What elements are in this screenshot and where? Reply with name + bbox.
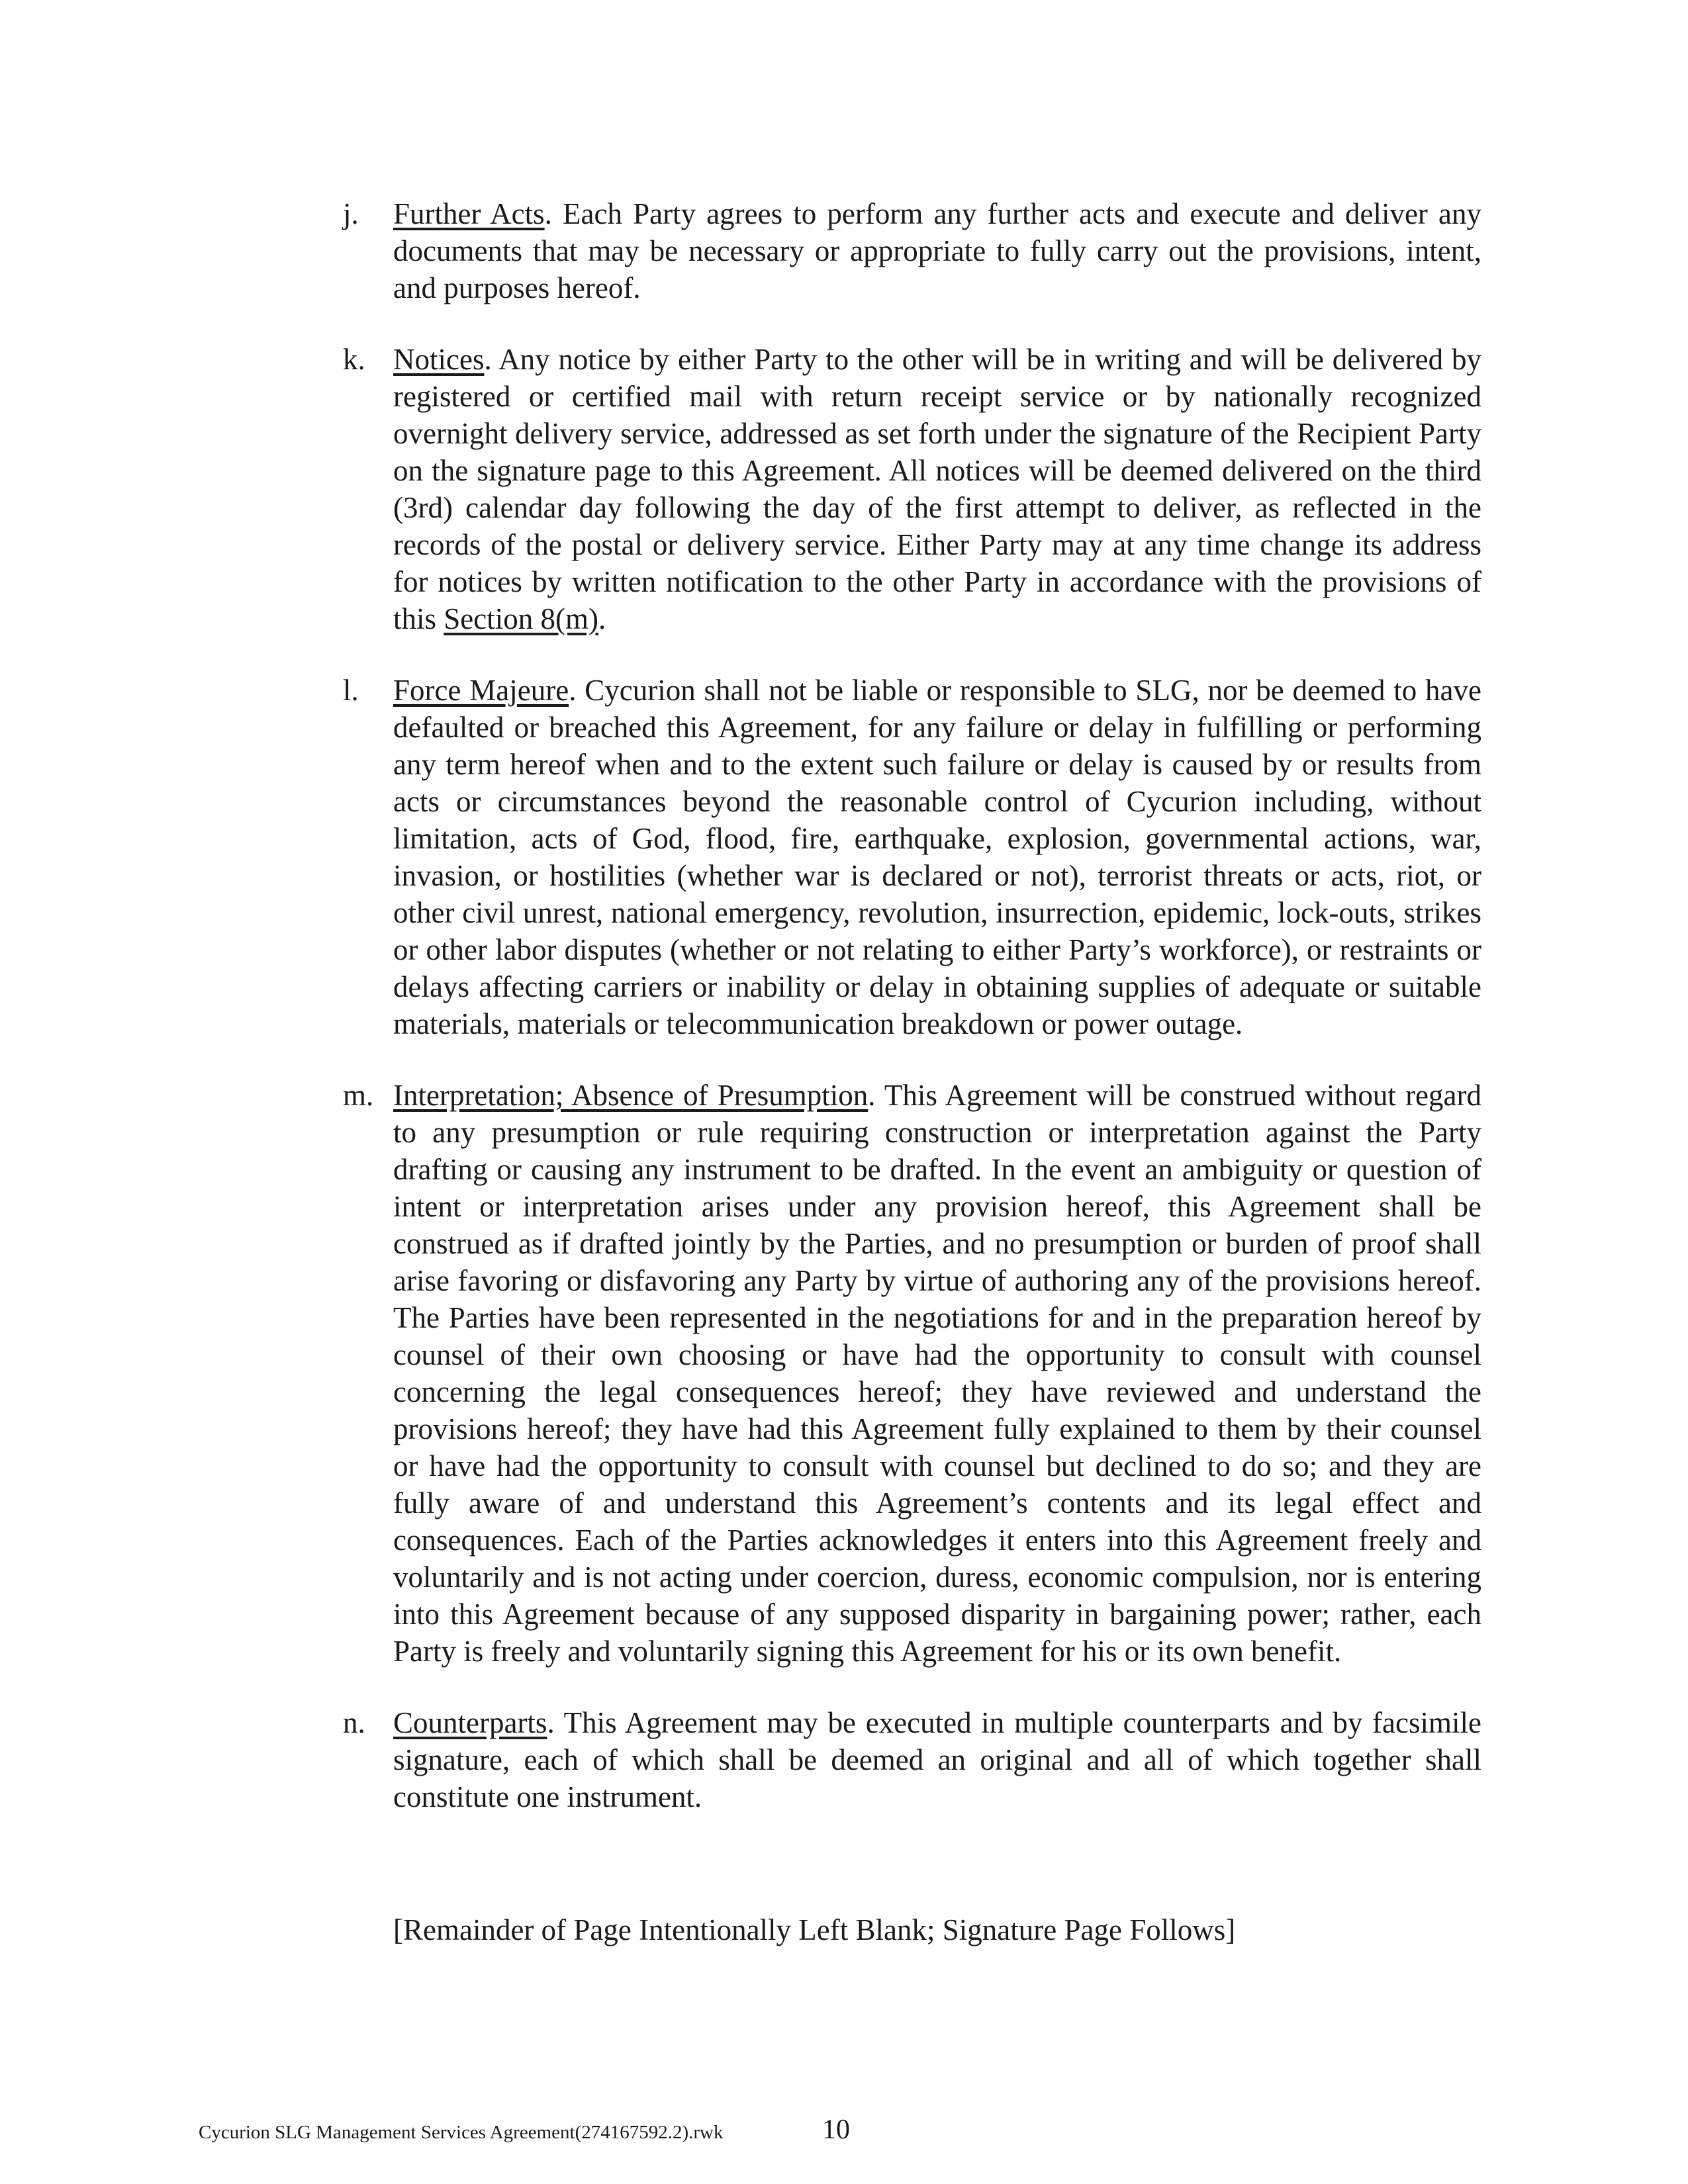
clause-body	[393, 1077, 1481, 1670]
page-number: 10	[822, 2115, 850, 2145]
clause-text: . Cycurion shall not be liable or responsible to SLG, nor be deemed to have defaulted or breached this Agreement, for any failure or delay in fulfilling or performing any term hereof when and to the extent such failure or delay is caused by or results from acts or circumstances beyond the reasonable control of Cycurion including, without limitation, acts of God, flood, fire, earthquake, explosion, governmental actions, war, invasion, or hostilities (whether war is declared or not), terrorist threats or acts, riot, or other civil unrest, national emergency, revolution, insurrection, epidemic, lock-outs, strikes or other labor disputes (whether or not relating to either Party’s workforce), or restraints or delays affecting carriers or inability or delay in obtaining supplies of adequate or suitable materials, materials or telecommunication breakdown or power outage.	[393, 674, 1481, 1040]
clause-marker: n.	[343, 1706, 365, 1739]
clause-heading: Interpretation; Absence of Presumption	[393, 1079, 868, 1112]
clause-body	[393, 1704, 1481, 1815]
clause-body	[393, 341, 1481, 637]
clause-interpretation	[343, 1077, 1481, 1670]
clause-body	[393, 672, 1481, 1042]
section-cross-reference: Section 8(m)	[444, 602, 598, 635]
footer-document-reference: Cycurion SLG Management Services Agreement(274167592.2).rwk	[199, 2122, 724, 2143]
clause-text: . Any notice by either Party to the other will be in writing and will be delivered by registered or certified mail with return receipt service or by nationally recognized overnight delivery service, addressed as set forth under the signature of the Recipient Party on the signature page to this Agreement. All notices will be deemed delivered on the third (3rd) calendar day following the day of the first attempt to deliver, as reflected in the records of the postal or delivery service. Either Party may at any time change its address for notices by written notification to the other Party in accordance with the provisions of this	[393, 343, 1481, 635]
clause-marker: j.	[343, 197, 359, 230]
remainder-note: [Remainder of Page Intentionally Left Blank; Signature Page Follows]	[393, 1913, 1236, 1946]
clause-marker: k.	[343, 343, 365, 376]
clause-heading: Notices	[393, 343, 485, 376]
clause-text: . This Agreement may be executed in multiple counterparts and by facsimile signature, each of which shall be deemed an original and all of which together shall constitute one instrument.	[393, 1706, 1481, 1813]
clause-list	[343, 195, 1481, 1850]
clause-text: . This Agreement will be construed without regard to any presumption or rule requiring construction or interpretation against the Party drafting or causing any instrument to be drafted. In the event an ambiguity or question of intent or interpretation arises under any provision hereof, this Agreement shall be construed as if drafted jointly by the Parties, and no presumption or burden of proof shall arise favoring or disfavoring any Party by virtue of authoring any of the provisions hereof. The Parties have been represented in the negotiations for and in the preparation hereof by counsel of their own choosing or have had the opportunity to consult with counsel concerning the legal consequences hereof; they have reviewed and understand the provisions hereof; they have had this Agreement fully explained to them by their counsel or have had the opportunity to consult with counsel but declined to do so; and they are fully aware of and understand this Agreement’s contents and its legal effect and consequences. Each of the Parties acknowledges it enters into this Agreement freely and voluntarily and is not acting under coercion, duress, economic compulsion, nor is entering into this Agreement because of any supposed disparity in bargaining power; rather, each Party is freely and voluntarily signing this Agreement for his or its own benefit.	[393, 1079, 1481, 1668]
clause-notices	[343, 341, 1481, 637]
clause-heading: Counterparts	[393, 1706, 547, 1739]
clause-counterparts	[343, 1704, 1481, 1815]
clause-heading: Force Majeure	[393, 674, 569, 707]
clause-text: . Each Party agrees to perform any further acts and execute and deliver any documents that may be necessary or appropriate to fully carry out the provisions, intent, and purposes hereof.	[393, 197, 1482, 304]
clause-marker: l.	[343, 674, 359, 707]
clause-text-end: .	[598, 602, 606, 635]
clause-heading: Further Acts	[393, 197, 545, 230]
clause-further-acts	[343, 195, 1481, 306]
clause-force-majeure	[343, 672, 1481, 1042]
clause-marker: m.	[343, 1079, 374, 1112]
clause-body	[393, 195, 1481, 306]
